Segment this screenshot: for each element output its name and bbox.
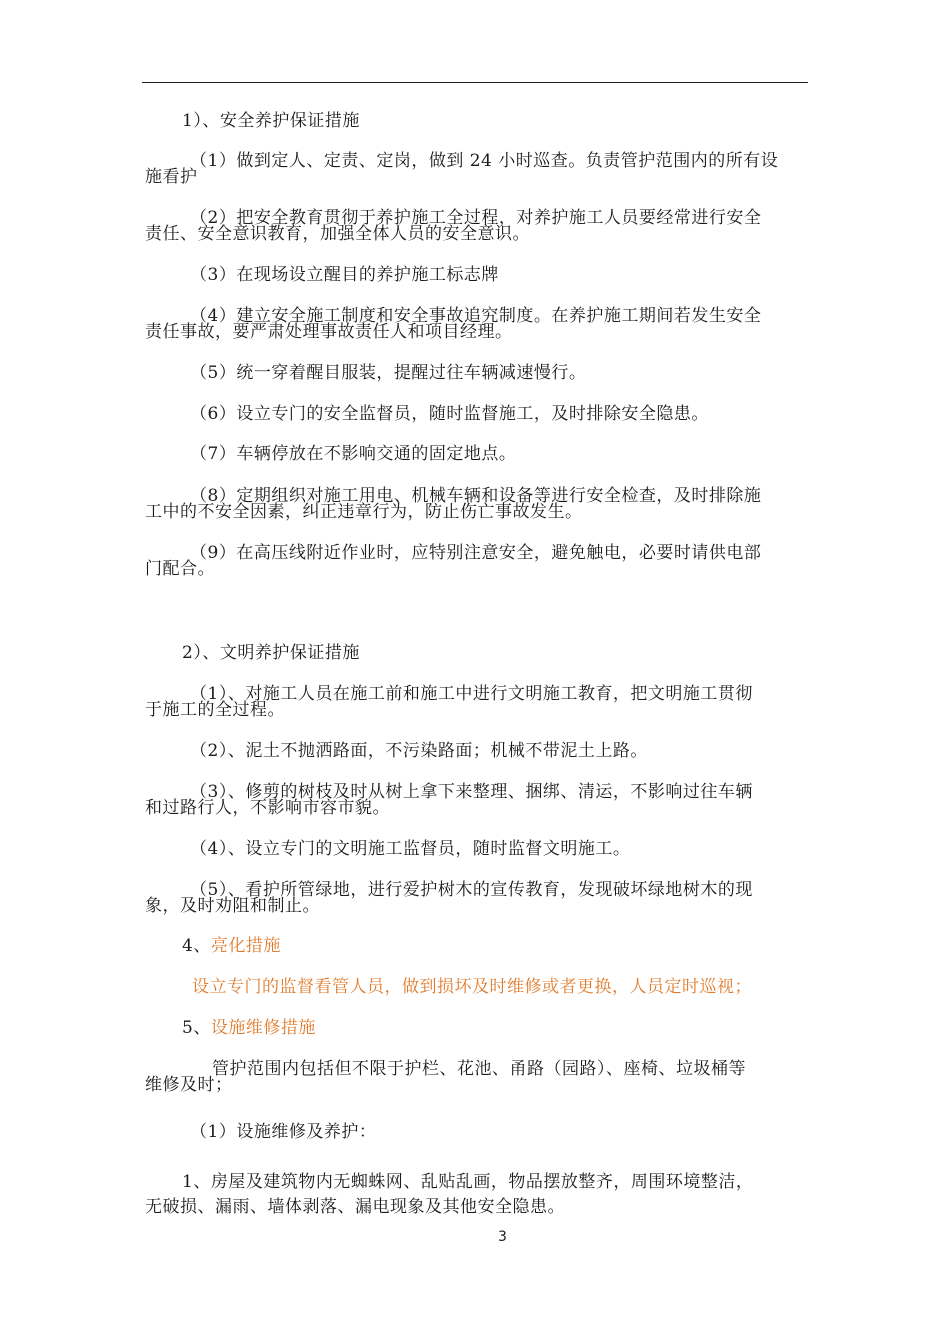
section-title: 设施维修措施 [210, 1018, 316, 1038]
facility-intro-line1: 管护范围内包括但不限于护栏、花池、甬路（园路）、座椅、垃圾桶等 [212, 1059, 746, 1079]
facility-subheading: （1）设施维修及养护： [190, 1122, 377, 1142]
safety-item-6: （6）设立专门的安全监督员，随时监督施工，及时排除安全隐患。 [190, 404, 709, 424]
lighting-text: 设立专门的监督看管人员，做到损坏及时维修或者更换，人员定时巡视； [192, 977, 752, 997]
safety-item-8-line2: 工中的不安全因素，纠正违章行为，防止伤亡事故发生。 [145, 502, 583, 522]
section-heading-facility [182, 1018, 316, 1038]
facility-item-1-line2: 无破损、漏雨、墙体剥落、漏电现象及其他安全隐患。 [145, 1197, 565, 1217]
facility-intro-line2: 维修及时； [145, 1075, 233, 1095]
civilized-item-5-line2: 象，及时劝阻和制止。 [145, 896, 320, 916]
civilized-item-2: （2）、泥土不抛洒路面，不污染路面；机械不带泥土上路。 [190, 741, 648, 761]
page-number: 3 [498, 1229, 507, 1245]
section-heading-civilized: 2）、文明养护保证措施 [182, 643, 360, 663]
safety-item-1-line1: （1）做到定人、定责、定岗，做到 24 小时巡查。负责管护范围内的所有设 [190, 151, 779, 171]
safety-item-1-line2: 施看护 [145, 167, 198, 187]
civilized-item-3-line1: （3）、修剪的树枝及时从树上拿下来整理、捆绑、清运，不影响过往车辆 [190, 782, 753, 802]
section-number: 4、 [182, 936, 211, 956]
civilized-item-5-line1: （5）、看护所管绿地，进行爱护树木的宣传教育，发现破坏绿地树木的现 [190, 880, 753, 900]
civilized-item-4: （4）、设立专门的文明施工监督员，随时监督文明施工。 [190, 839, 631, 859]
safety-item-2-line1: （2）把安全教育贯彻于养护施工全过程，对养护施工人员要经常进行安全 [190, 208, 762, 228]
civilized-item-3-line2: 和过路行人，不影响市容市貌。 [145, 798, 390, 818]
header-rule [142, 82, 808, 83]
section-heading-safety: 1）、安全养护保证措施 [182, 111, 360, 131]
section-number: 5、 [182, 1018, 211, 1038]
safety-item-4-line2: 责任事故，要严肃处理事故责任人和项目经理。 [145, 322, 513, 342]
safety-item-3: （3）在现场设立醒目的养护施工标志牌 [190, 265, 499, 285]
safety-item-5: （5）统一穿着醒目服装，提醒过往车辆减速慢行。 [190, 363, 587, 383]
section-heading-lighting [182, 936, 281, 956]
civilized-item-1-line1: （1）、对施工人员在施工前和施工中进行文明施工教育，把文明施工贯彻 [190, 684, 753, 704]
safety-item-7: （7）车辆停放在不影响交通的固定地点。 [190, 444, 517, 464]
safety-item-8-line1: （8）定期组织对施工用电、机械车辆和设备等进行安全检查，及时排除施 [190, 486, 762, 506]
safety-item-2-line2: 责任、安全意识教育，加强全体人员的安全意识。 [145, 224, 530, 244]
facility-item-1-line1: 1、房屋及建筑物内无蜘蛛网、乱贴乱画，物品摆放整齐，周围环境整洁， [182, 1172, 754, 1192]
safety-item-4-line1: （4）建立安全施工制度和安全事故追究制度。在养护施工期间若发生安全 [190, 306, 762, 326]
civilized-item-1-line2: 于施工的全过程。 [145, 700, 285, 720]
safety-item-9-line2: 门配合。 [145, 559, 215, 579]
section-title: 亮化措施 [210, 936, 281, 956]
safety-item-9-line1: （9）在高压线附近作业时，应特别注意安全，避免触电，必要时请供电部 [190, 543, 762, 563]
